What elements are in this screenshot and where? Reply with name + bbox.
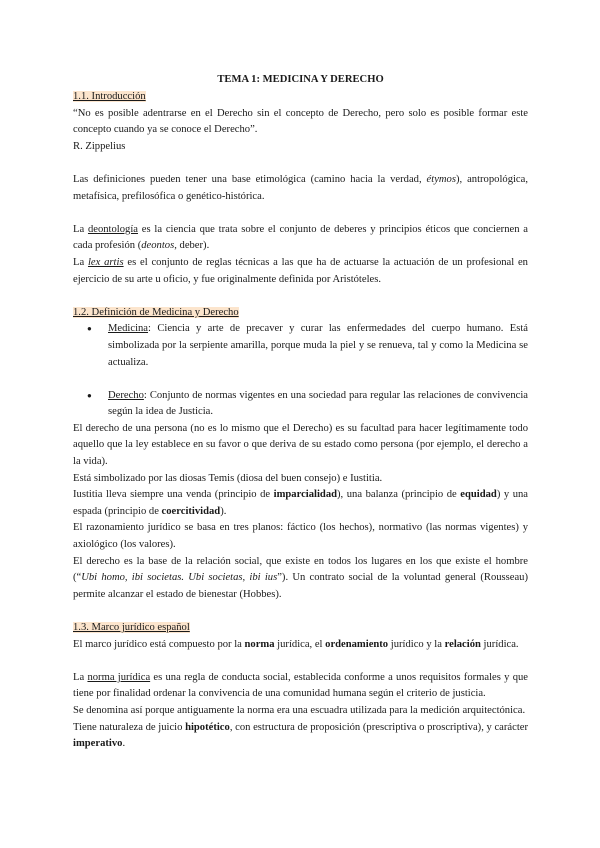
section-heading-intro: 1.1. Introducción (73, 91, 146, 102)
right-of-person-paragraph: El derecho de una persona (no es lo mismo que el Derecho) es su facultad para hacer legítimamente todo aquello que la ley establece en su favor o que deriva de su estado como persona (por ejemplo, el derecho a la vida). (73, 422, 528, 468)
legal-norm-paragraph: La norma jurídica es una regla de conducta social, establecida conforme a unos requisitos formales y que tiene por finalidad ordenar la convivencia de una comunidad humana según el criterio de justicia. (73, 671, 528, 700)
quote-author: R. Zippelius (73, 140, 126, 152)
section-heading-definitions: 1.2. Definición de Medicina y Derecho (73, 306, 239, 318)
symbol-paragraph: Está simbolizado por las diosas Temis (diosa del buen consejo) e Iustitia. (73, 472, 383, 484)
reasoning-paragraph: El razonamiento jurídico se basa en tres planos: fáctico (los hechos), normativo (las normas vigentes) y axiológico (los valores). (73, 522, 528, 551)
social-relation-paragraph: El derecho es la base de la relación social, que existe en todos los lugares en los que existe el hombre (“Ubi homo, ibi societas. Ubi societas, ibi ius”). Un contrato social de la voluntad general (Rousseau) permite alcanzar el estado de bienestar (Hobbes). (73, 555, 529, 600)
iustitia-paragraph: Iustitia lleva siempre una venda (principio de imparcialidad), una balanza (principio de equidad) y una espada (principio de coercitividad). (73, 489, 528, 517)
list-item-medicina: ● Medicina: Ciencia y arte de precaver y curar las enfermedades del cuerpo humano. Está simbolizada por la serpiente amarilla, porque muda la piel y se renueva, tal y como la Medicina se actualiza. (87, 323, 528, 368)
norm-origin-paragraph: Se denomina así porque antiguamente la norma era una escuadra utilizada para la medición arquitectónica. (73, 704, 526, 716)
lex-artis-paragraph: La lex artis es el conjunto de reglas técnicas a las que ha de actuarse la actuación de un profesional en ejercicio de su arte u oficio, y fue originalmente definida por Aristóteles. (73, 256, 528, 285)
quote-paragraph: “No es posible adentrarse en el Derecho sin el concepto de Derecho, pero solo es posible formar este concepto cuando ya se conoce el Derecho”. (73, 107, 528, 136)
definitions-paragraph: Las definiciones pueden tener una base etimológica (camino hacia la verdad, étymos), antropológica, metafísica, prefilosófica o genético-histórica. (73, 173, 528, 202)
document-page (73, 72, 528, 753)
framework-paragraph: El marco jurídico está compuesto por la norma jurídica, el ordenamiento jurídico y la relación jurídica. (73, 638, 519, 650)
bullet-icon: ● (87, 390, 92, 400)
bullet-icon: ● (87, 324, 92, 334)
list-item-derecho: ● Derecho: Conjunto de normas vigentes en una sociedad para regular las relaciones de convivencia según la idea de Justicia. (87, 389, 528, 418)
definitions-list (73, 321, 528, 421)
section-heading-framework: 1.3. Marco jurídico español (73, 622, 190, 633)
deontology-paragraph: La deontología es la ciencia que trata sobre el conjunto de deberes y principios éticos que conciernen a cada profesión (deontos, deber). (73, 223, 528, 252)
norm-nature-paragraph: Tiene naturaleza de juicio hipotético, con estructura de proposición (prescriptiva o proscriptiva), y carácter imperativo. (73, 721, 528, 750)
document-title: TEMA 1: MEDICINA Y DERECHO (217, 74, 384, 85)
